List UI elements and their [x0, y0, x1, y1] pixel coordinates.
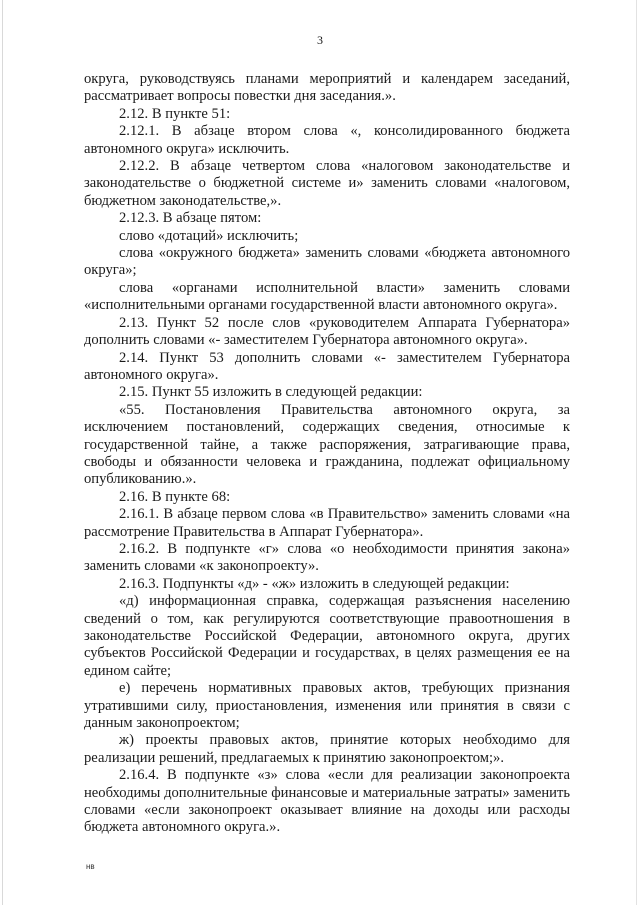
paragraph: слово «дотаций» исключить;: [119, 227, 299, 244]
paragraph: ж) проекты правовых актов, принятие которых необходимо для реализации решений, предлагаемых к принятию законопроектом;».: [84, 732, 570, 766]
paragraph: слова «окружного бюджета» заменить словами «бюджета автономного округа»;: [84, 245, 570, 279]
footer-initials: нв: [86, 862, 95, 871]
scan-edge-right: [636, 0, 637, 905]
paragraph: 2.12.2. В абзаце четвертом слова «налоговом законодательстве и законодательстве о бюджетной системе и» заменить словами «налоговом, бюджетном законодательстве,».: [84, 158, 570, 209]
paragraph: «55. Постановления Правительства автономного округа, за исключением постановлений, содержащих сведения, относимые к государственной тайне, а также распоряжения, затрагивающие права, свободы и обязанности человека и гражданина, подлежат официальному опубликованию.».: [84, 401, 570, 488]
paragraph: 2.15. Пункт 55 изложить в следующей редакции:: [119, 384, 423, 401]
paragraph: 2.13. Пункт 52 после слов «руководителем Аппарата Губернатора» дополнить словами «- заместителем Губернатора автономного округа».: [84, 314, 570, 349]
page-number: 3: [317, 33, 323, 47]
paragraph: 2.12.1. В абзаце втором слова «, консолидированного бюджета автономного округа» исключить.: [84, 123, 570, 157]
document-body: [84, 71, 570, 837]
paragraph: 2.16.2. В подпункте «г» слова «о необходимости принятия закона» заменить словами «к законопроекту».: [84, 540, 570, 575]
scan-edge-left: [2, 0, 3, 905]
paragraph: 2.12.3. В абзаце пятом:: [119, 210, 262, 227]
paragraph: слова «органами исполнительной власти» заменить словами «исполнительными органами государственной власти автономного округа».: [84, 279, 570, 314]
paragraph: 2.16.1. В абзаце первом слова «в Правительство» заменить словами «на рассмотрение Правительства в Аппарат Губернатора».: [84, 506, 570, 540]
paragraph: 2.12. В пункте 51:: [119, 105, 231, 122]
paragraph: 2.16.4. В подпункте «з» слова «если для реализации законопроекта необходимы дополнительные финансовые и материальные затраты» заменить словами «если законопроект оказывает влияние на доходы или расходы бюджета автономного округа.».: [84, 767, 570, 836]
paragraph: округа, руководствуясь планами мероприятий и календарем заседаний, рассматривает вопросы повестки дня заседания.».: [84, 71, 570, 105]
paragraph: е) перечень нормативных правовых актов, требующих признания утратившими силу, приостановления, изменения или принятия в связи с данным законопроектом;: [84, 680, 570, 732]
paragraph: 2.16.3. Подпункты «д» - «ж» изложить в следующей редакции:: [119, 575, 510, 592]
paragraph: 2.16. В пункте 68:: [119, 488, 231, 505]
paragraph: 2.14. Пункт 53 дополнить словами «- заместителем Губернатора автономного округа».: [84, 349, 570, 383]
paragraph: «д) информационная справка, содержащая разъяснения населению сведений о том, как регулируются соответствующие правоотношения в законодательстве Российской Федерации, автономного округа, других субъектов Российской Федерации и государствах, в целях размещения ее на едином сайте;: [84, 593, 570, 679]
